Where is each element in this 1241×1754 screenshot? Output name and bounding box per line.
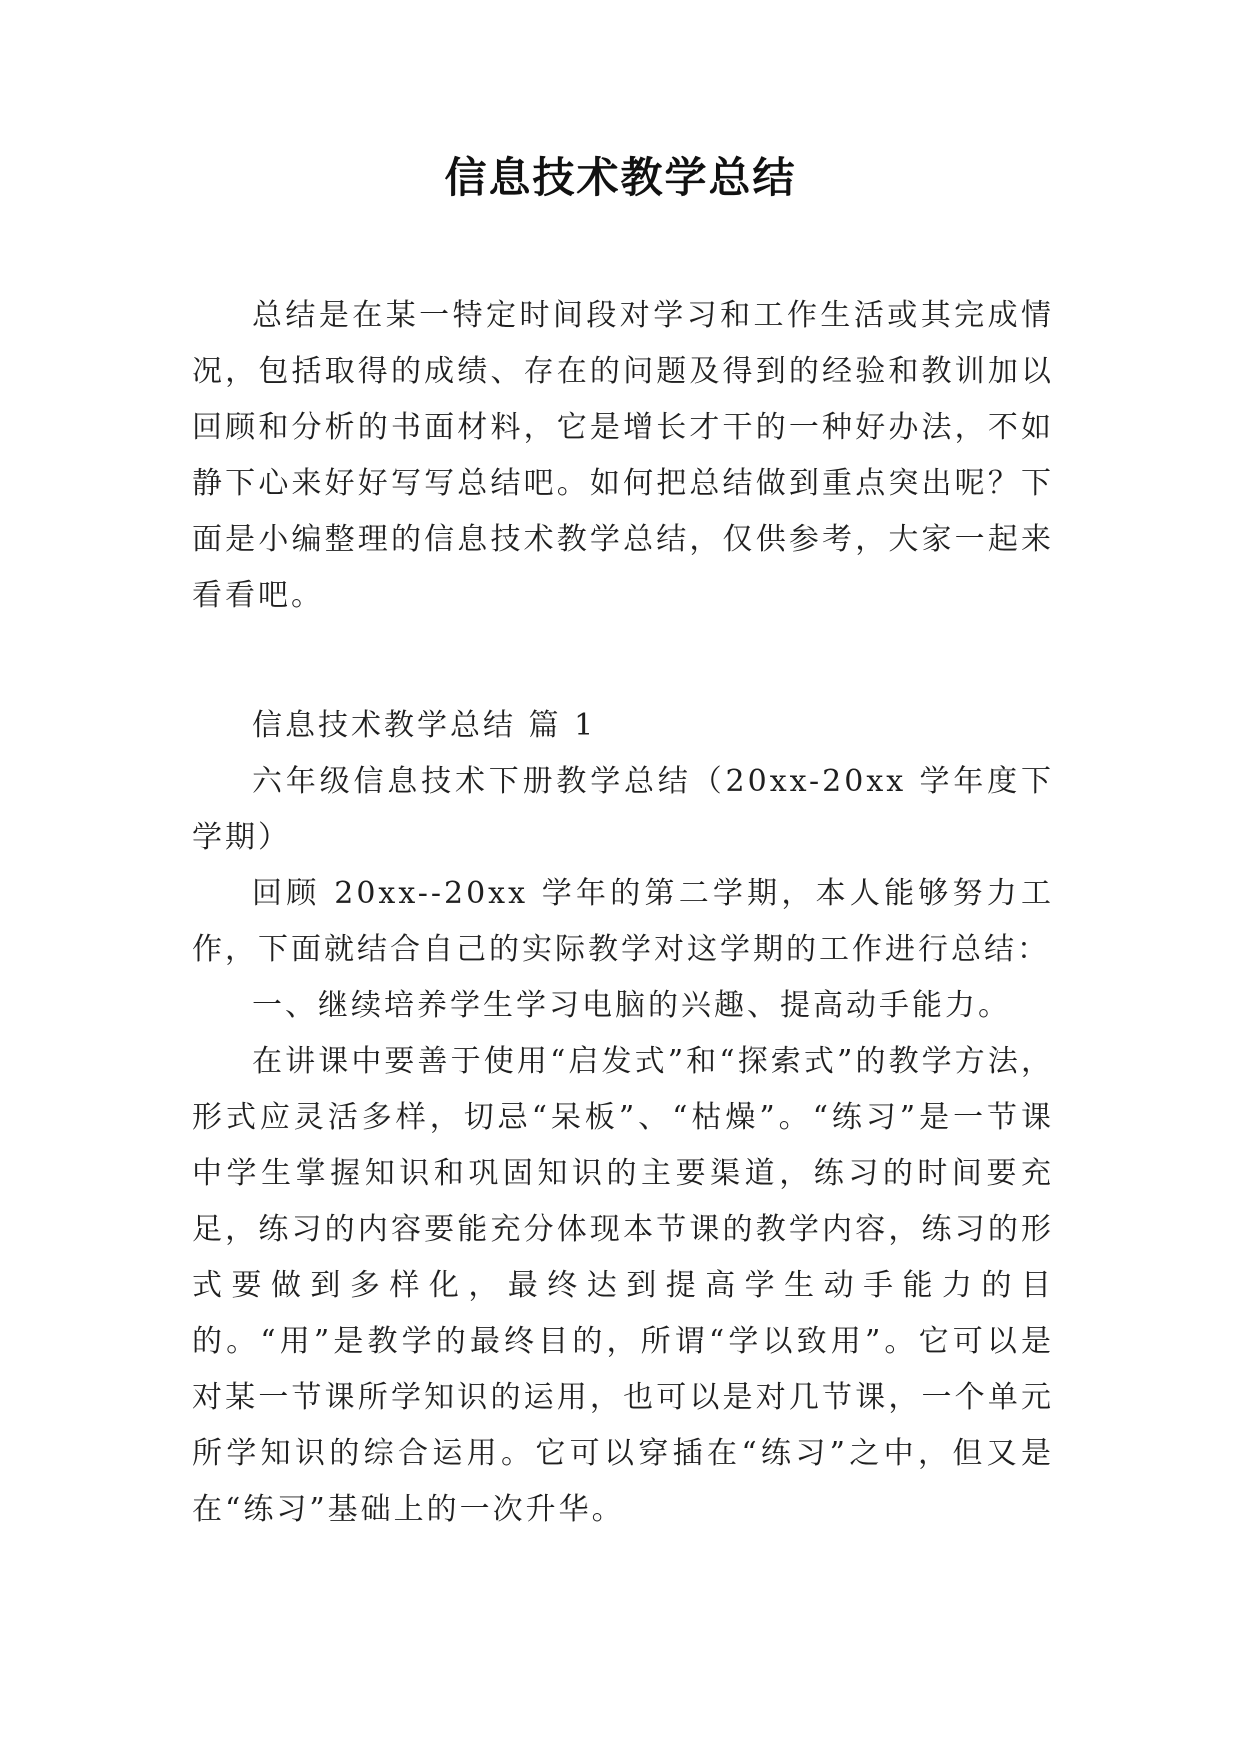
section-paragraph: 一、继续培养学生学习电脑的兴趣、提高动手能力。 — [252, 988, 1011, 1023]
section-paragraph: 在讲课中要善于使用“启发式”和“探索式”的教学方法，形式应灵活多样，切忌“呆板”、“枯燥”。“练习”是一节课中学生掌握知识和巩固知识的主要渠道，练习的时间要充足，练习的内容要能充分体现本节课的教学内容，练习的形式要做到多样化，最终达到提高学生动手能力的目的。“用”是教学的最终目的，所谓“学以致用”。它可以是对某一节课所学知识的运用，也可以是对几节课，一个单元所学知识的综合运用。它可以穿插在“练习”之中，但又是在“练习”基础上的一次升华。 — [192, 1044, 1054, 1527]
intro-paragraph: 总结是在某一特定时间段对学习和工作生活或其完成情况，包括取得的成绩、存在的问题及得到的经验和教训加以回顾和分析的书面材料，它是增长才干的一种好办法，不如静下心来好好写写总结吧。如何把总结做到重点突出呢？下面是小编整理的信息技术教学总结，仅供参考，大家一起来看看吧。 — [192, 298, 1054, 613]
intro-block — [192, 288, 1054, 624]
section-paragraph: 回顾 20xx--20xx 学年的第二学期，本人能够努力工作，下面就结合自己的实际教学对这学期的工作进行总结： — [192, 876, 1054, 967]
section-heading: 信息技术教学总结 篇 1 — [252, 708, 597, 743]
section-block — [192, 698, 1054, 1538]
section-paragraph: 六年级信息技术下册教学总结（20xx-20xx 学年度下学期） — [192, 764, 1054, 855]
document-title: 信息技术教学总结 — [444, 153, 797, 202]
